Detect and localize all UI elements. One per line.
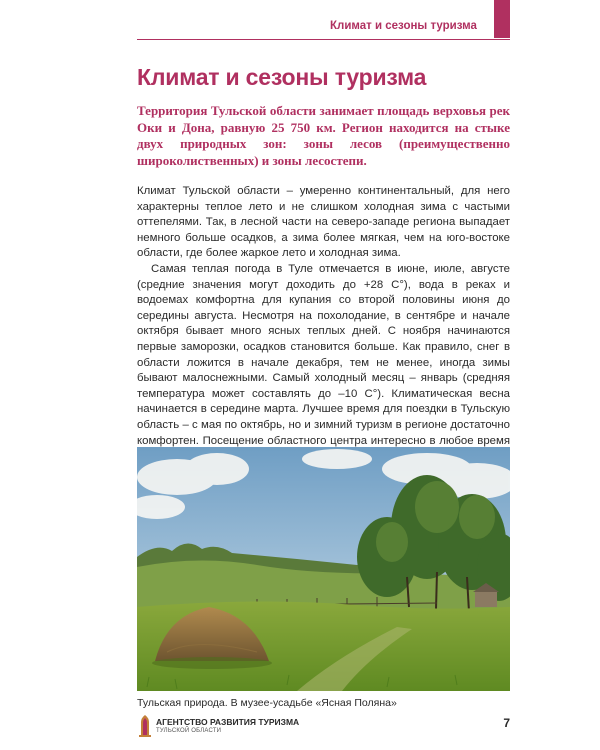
page-title: Климат и сезоны туризма — [137, 64, 427, 90]
article-body — [137, 184, 510, 465]
lead-paragraph: Территория Тульской области занимает площадь верховья рек Оки и Дона, равную 25 750 км. Регион находится на стыке двух природных зон: зоны лесов (преимущественно широколиственных) и зоны лесостепи. — [137, 103, 510, 168]
agency-region: ТУЛЬСКОЙ ОБЛАСТИ — [156, 728, 222, 734]
agency-name: АГЕНТСТВО РАЗВИТИЯ ТУРИЗМА — [156, 717, 300, 727]
body-paragraph: Климат Тульской области – умеренно континентальный, для него характерны теплое лето и не слишком холодная зима с частыми оттепелями. Так, в лесной части на северо-западе региона выпадает немного больше осадков, а зима более мягкая, чем на юго-востоке области, где более жаркое лето и холодная зима. — [137, 185, 510, 260]
page-number: 7 — [503, 716, 510, 730]
running-header-title: Климат и сезоны туризма — [330, 20, 477, 32]
header-divider — [137, 39, 510, 40]
landscape-photo — [137, 447, 510, 691]
photo-caption: Тульская природа. В музее-усадьбе «Ясная Поляна» — [137, 697, 397, 709]
header-color-tab — [494, 0, 510, 38]
body-paragraph: Самая теплая погода в Туле отмечается в июне, июле, августе (средние значения могут доходить до +28 С°), вода в реках и водоемах комфортна для купания со второй половины июня до середины августа. Несмотря на похолодание, в сентябре и начале октября бывает много ясных теплых дней. С ноября начинаются первые заморозки, осадков становится больше. Как правило, снег в области ложится в начале декабря, тем не менее, иногда зимы бывают малоснежными. Самый холодный месяц – январь (средняя температура может составлять до –10 С°). Климатическая весна начинается в середине марта. Лучшее время для поездки в Тульскую область – с мая по октябрь, но и зимний туризм в регионе достаточно комфортен. Посещение областного центра интересно в любое время — [137, 262, 510, 447]
agency-logo-icon — [137, 714, 153, 738]
